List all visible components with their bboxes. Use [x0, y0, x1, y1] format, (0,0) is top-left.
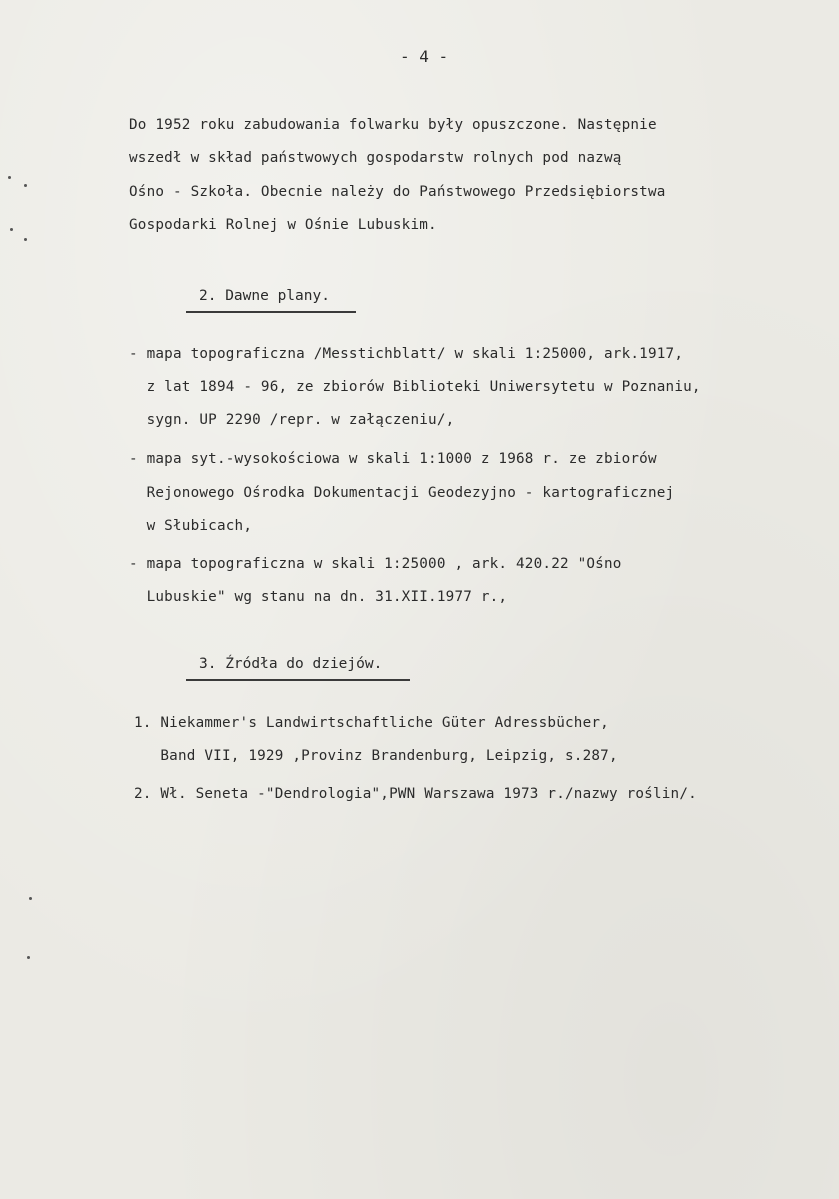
intro-line-4: Gospodarki Rolnej w Ośnie Lubuskim. — [129, 217, 437, 233]
section-2-line-8: Lubuskie" wg stanu na dn. 31.XII.1977 r., — [129, 589, 508, 605]
scan-speck — [29, 897, 32, 900]
scan-speck — [10, 228, 13, 231]
section-2-underline — [186, 311, 356, 313]
section-3-line-1: 1. Niekammer's Landwirtschaftliche Güter Adressbücher, — [134, 715, 609, 731]
intro-line-1: Do 1952 roku zabudowania folwarku były opuszczone. Następnie — [129, 117, 657, 133]
section-2-line-5: Rejonowego Ośrodka Dokumentacji Geodezyjno - kartograficznej — [129, 485, 675, 501]
section-2-line-2: z lat 1894 - 96, ze zbiorów Biblioteki Uniwersytetu w Poznaniu, — [129, 379, 701, 395]
scan-speck — [8, 176, 11, 179]
section-2-line-3: sygn. UP 2290 /repr. w załączeniu/, — [129, 412, 455, 428]
intro-line-3: Ośno - Szkoła. Obecnie należy do Państwowego Przedsiębiorstwa — [129, 184, 666, 200]
section-3-heading: 3. Źródła do dziejów. — [199, 656, 383, 672]
section-2-line-1: - mapa topograficzna /Messtichblatt/ w skali 1:25000, ark.1917, — [129, 346, 684, 362]
section-2-line-4: - mapa syt.-wysokościowa w skali 1:1000 z 1968 r. ze zbiorów — [129, 451, 657, 467]
intro-line-2: wszedł w skład państwowych gospodarstw rolnych pod nazwą — [129, 150, 622, 166]
section-2-line-7: - mapa topograficzna w skali 1:25000 , ark. 420.22 "Ośno — [129, 556, 622, 572]
scan-speck — [24, 238, 27, 241]
section-3-line-2: Band VII, 1929 ,Provinz Brandenburg, Leipzig, s.287, — [134, 748, 618, 764]
page-number: - 4 - — [400, 47, 449, 66]
scan-speck — [27, 956, 30, 959]
section-2-heading: 2. Dawne plany. — [199, 288, 330, 304]
section-3-line-3: 2. Wł. Seneta -"Dendrologia",PWN Warszawa 1973 r./nazwy roślin/. — [134, 786, 697, 802]
scan-speck — [24, 184, 27, 187]
section-3-underline — [186, 679, 410, 681]
section-2-line-6: w Słubicach, — [129, 518, 253, 534]
